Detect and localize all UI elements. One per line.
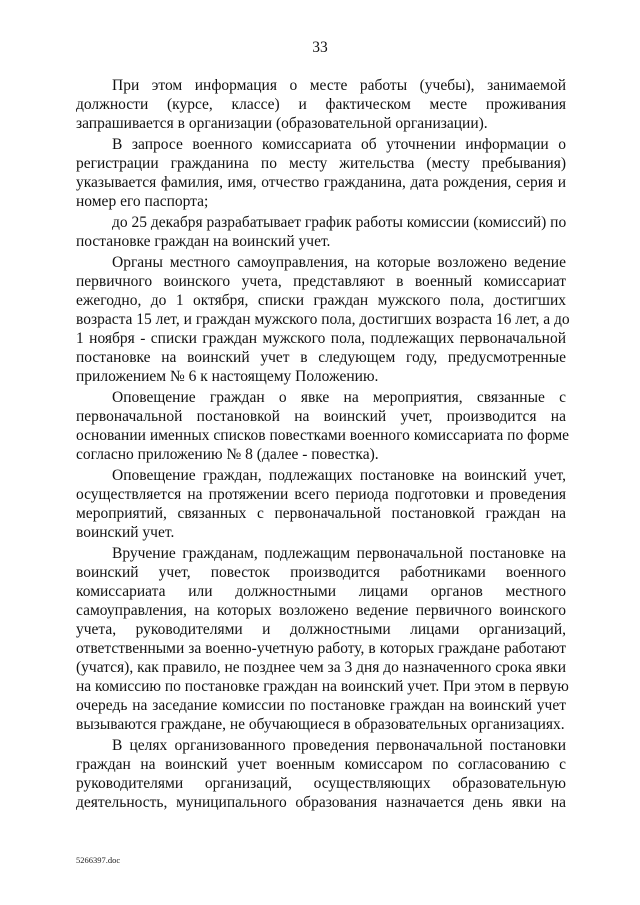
text-line: ответственными за военно-учетную работу, в которых граждане работают	[76, 640, 566, 657]
text-line: учета, руководителями и должностными лицами организаций,	[76, 621, 566, 638]
text-line: Оповещение граждан, подлежащих постановке на воинский учет,	[112, 467, 566, 484]
text-line: деятельность, муниципального образования назначается день явки на	[76, 794, 566, 811]
text-line: осуществляется на протяжении всего периода подготовки и проведения	[76, 486, 566, 503]
text-line: регистрации гражданина по месту жительства (месту пребывания)	[76, 155, 566, 172]
text-line: Органы местного самоуправления, на которые возложено ведение	[112, 254, 566, 271]
text-line: указывается фамилия, имя, отчество гражданина, дата рождения, серия и	[76, 174, 566, 191]
text-line: запрашивается в организации (образовательной организации).	[76, 115, 488, 132]
text-line: должности (курсе, классе) и фактическом месте проживания	[76, 96, 566, 113]
text-line: вызываются граждане, не обучающиеся в образовательных организациях.	[76, 716, 565, 733]
text-line: до 25 декабря разрабатывает график работы комиссии (комиссий) по	[112, 214, 567, 231]
text-line: номер его паспорта;	[76, 193, 209, 210]
text-line: основании именных списков повестками военного комиссариата по форме	[76, 427, 570, 444]
text-line: воинский учет.	[76, 524, 175, 541]
text-line: очередь на заседание комиссии по постановке граждан на воинский учет	[76, 697, 566, 714]
text-line: граждан на воинский учет военным комиссаром по согласованию с	[76, 756, 566, 773]
text-line: на комиссию по постановке граждан на воинский учет. При этом в первую	[76, 678, 569, 695]
text-line: Вручение гражданам, подлежащим первоначальной постановке на	[112, 545, 566, 562]
text-line: воинский учет, повесток производится работниками военного	[76, 564, 566, 581]
text-line: приложением № 6 к настоящему Положению.	[76, 368, 379, 385]
text-line: первоначальной постановкой на воинский учет, производится на	[76, 408, 566, 425]
text-line: В целях организованного проведения первоначальной постановки	[112, 737, 566, 754]
text-line: постановке граждан на воинский учет.	[76, 233, 331, 250]
text-line: 1 ноября - списки граждан мужского пола, подлежащих первоначальной	[76, 330, 566, 347]
text-line: мероприятий, связанных с первоначальной постановкой граждан на	[76, 505, 566, 522]
text-line: постановке на воинский учет в следующем году, предусмотренные	[76, 349, 566, 366]
text-line: руководителями организаций, осуществляющих образовательную	[76, 775, 566, 792]
text-line: ежегодно, до 1 октября, списки граждан мужского пола, достигших	[76, 292, 566, 309]
text-line: возраста 15 лет, и граждан мужского пола, достигших возраста 16 лет, а до	[76, 311, 570, 328]
text-line: комиссариата или должностными лицами органов местного	[76, 583, 566, 600]
text-line: согласно приложению № 8 (далее - повестка).	[76, 446, 379, 463]
text-line: Оповещение граждан о явке на мероприятия, связанные с	[112, 389, 566, 406]
text-line: При этом информация о месте работы (учебы), занимаемой	[112, 77, 566, 94]
page-number: 33	[312, 39, 328, 56]
text-line: (учатся), как правило, не позднее чем за 3 дня до назначенного срока явки	[76, 659, 566, 676]
text-line: самоуправления, на которых возложено ведение первичного воинского	[76, 602, 566, 619]
text-line: первичного воинского учета, представляют в военный комиссариат	[76, 273, 566, 290]
text-line: В запросе военного комиссариата об уточнении информации о	[112, 136, 566, 153]
document-footer-filename: 5266397.doc	[76, 855, 121, 865]
